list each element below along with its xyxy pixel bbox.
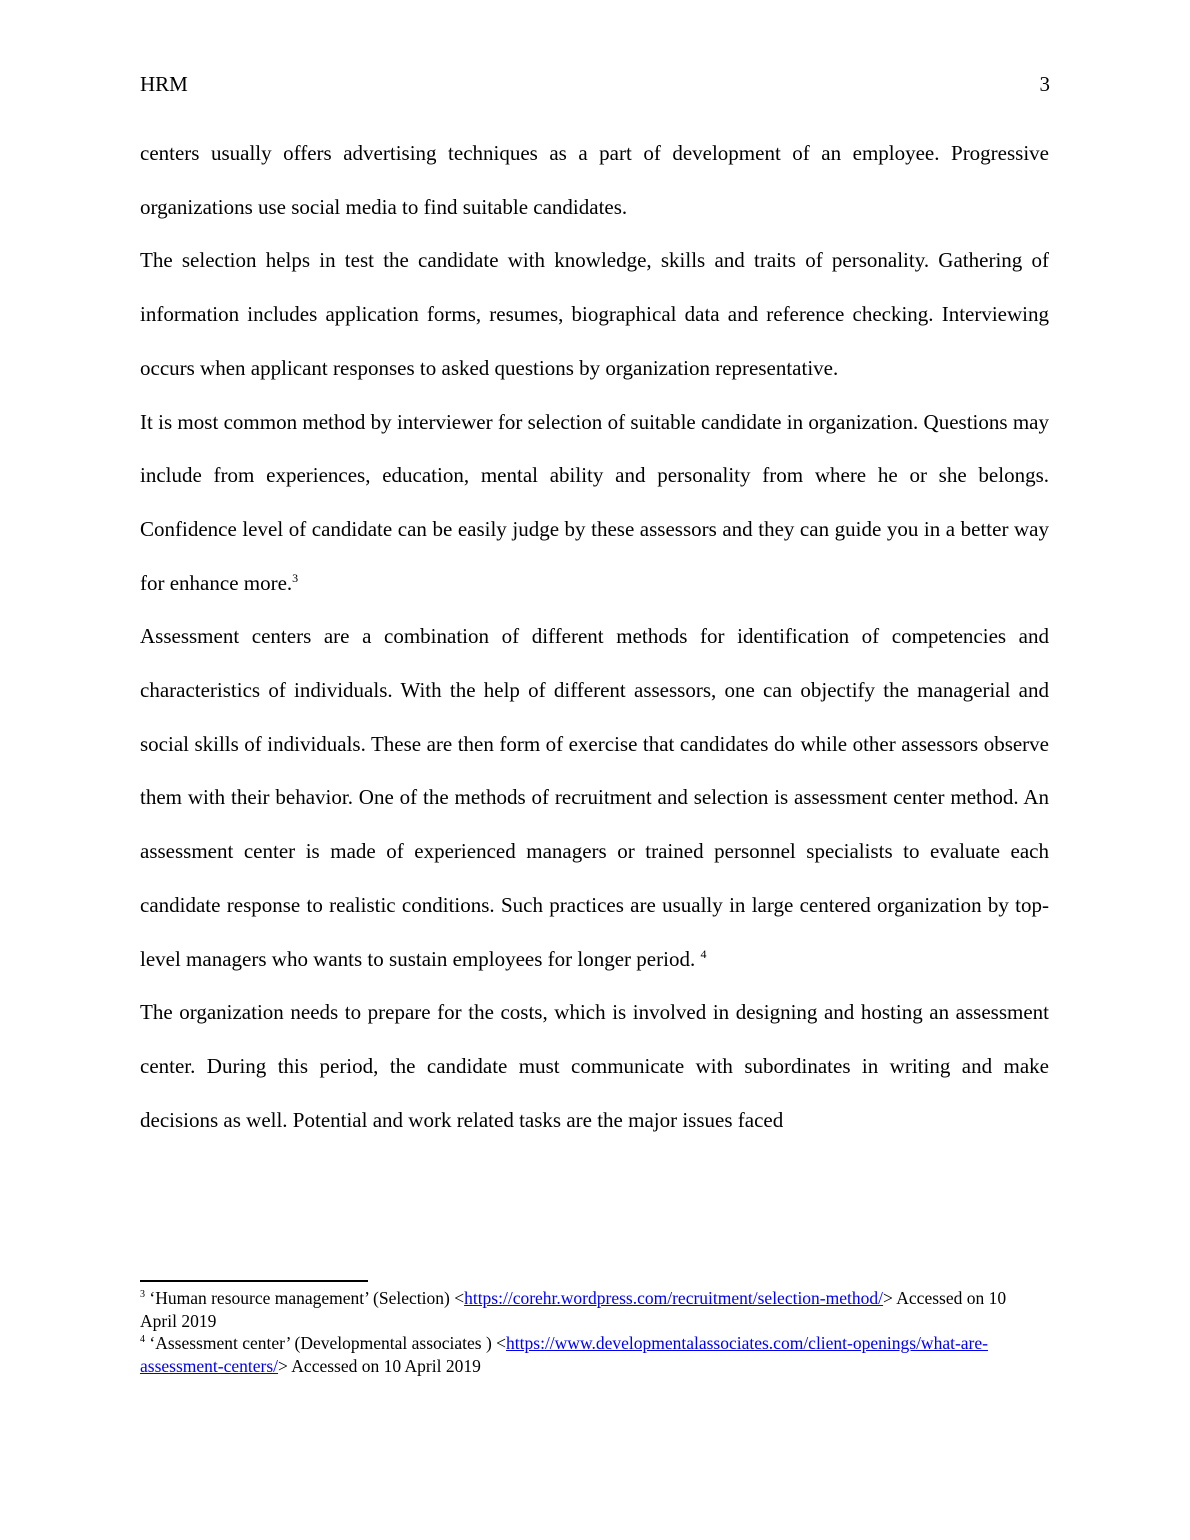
footnotes [140, 1287, 1040, 1377]
footnote-4-link[interactable]: https://www.developmentalassociates.com/client-openings/what-are-assessment-centers/ [140, 1333, 988, 1376]
footnote-3 [140, 1287, 1040, 1332]
footnote-3-number: 3 [140, 1289, 145, 1301]
header-title: HRM [140, 72, 188, 96]
footnote-3-link[interactable]: https://corehr.wordpress.com/recruitment/selection-method/ [464, 1288, 883, 1308]
footnote-separator [140, 1280, 368, 1282]
paragraph-1: centers usually offers advertising techniques as a part of development of an employee. Progressive organizations use social media to find suitable candidates. [140, 141, 1049, 219]
paragraph-3-text: It is most common method by interviewer for selection of suitable candidate in organization. Questions may include from experiences, education, mental ability and personality from where he or she belongs. Confidence level of candidate can be easily judge by these assessors and they can guide you in a better way for enhance more. [140, 409, 1049, 595]
page-number: 3 [1039, 72, 1050, 96]
footnote-ref-4[interactable]: 4 [700, 946, 707, 961]
footnote-4-source: ‘Assessment center’ (Developmental associates ) < [145, 1333, 507, 1353]
footnote-4-accessed: > Accessed on 10 April 2019 [278, 1355, 481, 1376]
paragraph-3 [140, 396, 1049, 611]
footnote-4-number: 4 [140, 1334, 145, 1346]
paragraph-4-text: Assessment centers are a combination of different methods for identification of competencies and characteristics of individuals. With the help of different assessors, one can objectify the managerial and social skills of individuals. These are then form of exercise that candidates do while other assessors observe them with their behavior. One of the methods of recruitment and selection is assessment center method. An assessment center is made of experienced managers or trained personnel specialists to evaluate each candidate response to realistic conditions. Such practices are usually in large centered organization by top-level managers who wants to sustain employees for longer period. [140, 624, 1049, 971]
paragraph-5: The organization needs to prepare for the costs, which is involved in designing and hosting an assessment center. During this period, the candidate must communicate with subordinates in writing and make decisions as well. Potential and work related tasks are the major issues faced [140, 1000, 1049, 1132]
footnote-ref-3[interactable]: 3 [292, 570, 299, 585]
footnote-3-accessed: > Accessed on 10 April 2019 [140, 1288, 1007, 1331]
footnote-4 [140, 1332, 1040, 1377]
page-header [140, 70, 1050, 98]
paragraph-4 [140, 610, 1049, 986]
document-body [140, 127, 1049, 1147]
footnote-3-source: ‘Human resource management’ (Selection) < [145, 1288, 465, 1308]
paragraph-2: The selection helps in test the candidate with knowledge, skills and traits of personality. Gathering of information includes application forms, resumes, biographical data and reference checking. Interviewing occurs when applicant responses to asked questions by organization representative. [140, 248, 1049, 380]
